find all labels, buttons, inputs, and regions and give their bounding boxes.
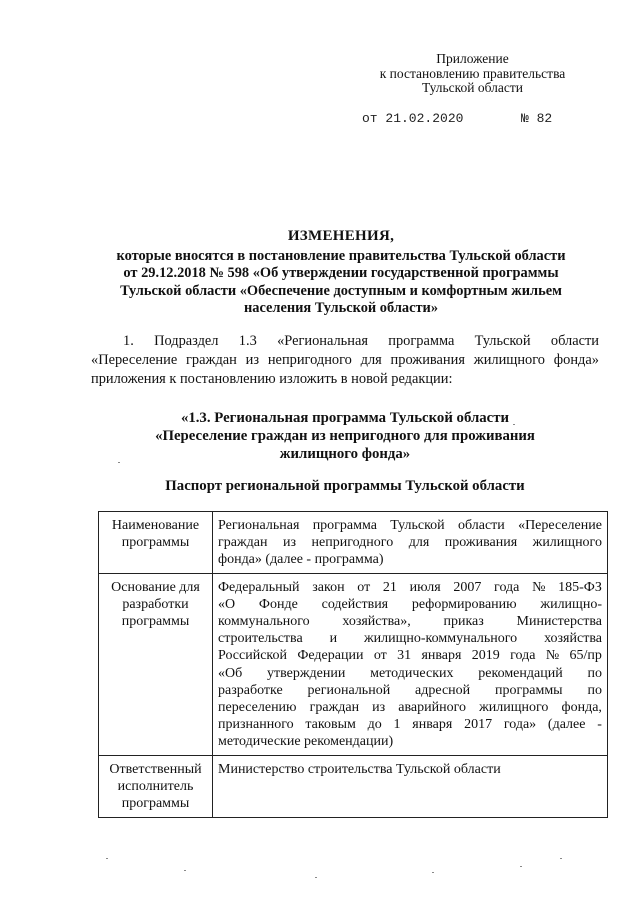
label-line: Наименование <box>111 518 200 533</box>
title-line: которые вносятся в постановление правительства Тульской области <box>116 247 566 264</box>
date-stamp: от 21.02.2020 <box>362 111 464 126</box>
value-line: Российской Федерации от 31 января 2019 года № 65/пр <box>218 648 602 664</box>
value-line: фонда» (далее - программа) <box>218 552 384 568</box>
passport-row-value <box>213 512 608 574</box>
section-title-line: «1.3. Региональная программа Тульской области <box>180 410 510 426</box>
value-line: признанного таковым до 1 января 2017 года» (далее - <box>218 717 602 733</box>
label-line: исполнитель <box>117 778 194 794</box>
scan-speck <box>118 462 120 463</box>
value-line: «Об утверждении методических рекомендаций по <box>218 665 602 681</box>
value-line: строительства и жилищно-коммунального хозяйства <box>218 631 602 647</box>
value-line: переселению граждан из аварийного жилищного фонда, <box>218 700 602 716</box>
label-line: программы <box>121 535 190 551</box>
value-line: «О Фонде содействия реформированию жилищно- <box>218 596 602 612</box>
title-line: населения Тульской области» <box>243 300 439 316</box>
title-line: от 29.12.2018 № 598 «Об утверждении государственной программы <box>123 265 559 281</box>
appendix-line: к постановлению правительства <box>379 65 566 81</box>
scan-speck <box>315 877 317 878</box>
number-stamp: № 82 <box>521 111 553 126</box>
value-line: методические рекомендации) <box>218 734 394 750</box>
label-line: Основание для <box>111 579 200 595</box>
section-title <box>91 409 599 463</box>
scan-speck <box>184 870 186 871</box>
passport-row-value <box>213 573 608 755</box>
value-line: граждан из непригодного для проживания жилищного <box>218 535 602 551</box>
passport-row-label <box>99 755 213 817</box>
value-line: коммунального хозяйства», приказ Министерства <box>218 614 602 630</box>
scan-speck <box>106 858 108 859</box>
value-line: Региональная программа Тульской области «Переселение <box>218 518 602 533</box>
passport-title: Паспорт региональной программы Тульской области <box>165 478 525 494</box>
label-line: программы <box>121 614 190 630</box>
value-line: Министерство строительства Тульской области <box>218 761 501 777</box>
value-line: разработке региональной адресной программы по <box>218 682 602 698</box>
label-line: Ответственный <box>109 761 202 777</box>
scan-speck <box>520 866 522 867</box>
document-title <box>86 228 596 318</box>
paragraph-line: «Переселение граждан из непригодного для проживания жилищного фонда» <box>91 352 599 368</box>
section-title-line: жилищного фонда» <box>279 446 411 462</box>
value-line: Федеральный закон от 21 июля 2007 года № 185-ФЗ <box>218 579 602 595</box>
appendix-line: Тульской области <box>422 80 523 95</box>
passport-row-value <box>213 755 608 817</box>
section-title-line: «Переселение граждан из непригодного для проживания <box>155 428 535 444</box>
appendix-header <box>360 52 585 96</box>
appendix-line: Приложение <box>436 51 509 66</box>
passport-table <box>98 511 608 818</box>
paragraph-line: приложения к постановлению изложить в новой редакции: <box>91 371 453 387</box>
passport-row-label <box>99 512 213 574</box>
scan-speck <box>560 858 562 859</box>
title-line: Тульской области «Обеспечение доступным и комфортным жильем <box>120 282 562 299</box>
passport-row <box>99 512 608 574</box>
label-line: программы <box>121 796 190 812</box>
body-paragraph <box>91 332 599 389</box>
paragraph-line: 1. Подраздел 1.3 «Региональная программа Тульской области <box>123 333 599 349</box>
scan-speck <box>513 424 515 425</box>
passport-row <box>99 755 608 817</box>
title-main: ИЗМЕНЕНИЯ, <box>287 228 395 244</box>
scan-speck <box>432 872 434 873</box>
label-line: разработки <box>122 596 189 612</box>
passport-row-label <box>99 573 213 755</box>
passport-row <box>99 573 608 755</box>
